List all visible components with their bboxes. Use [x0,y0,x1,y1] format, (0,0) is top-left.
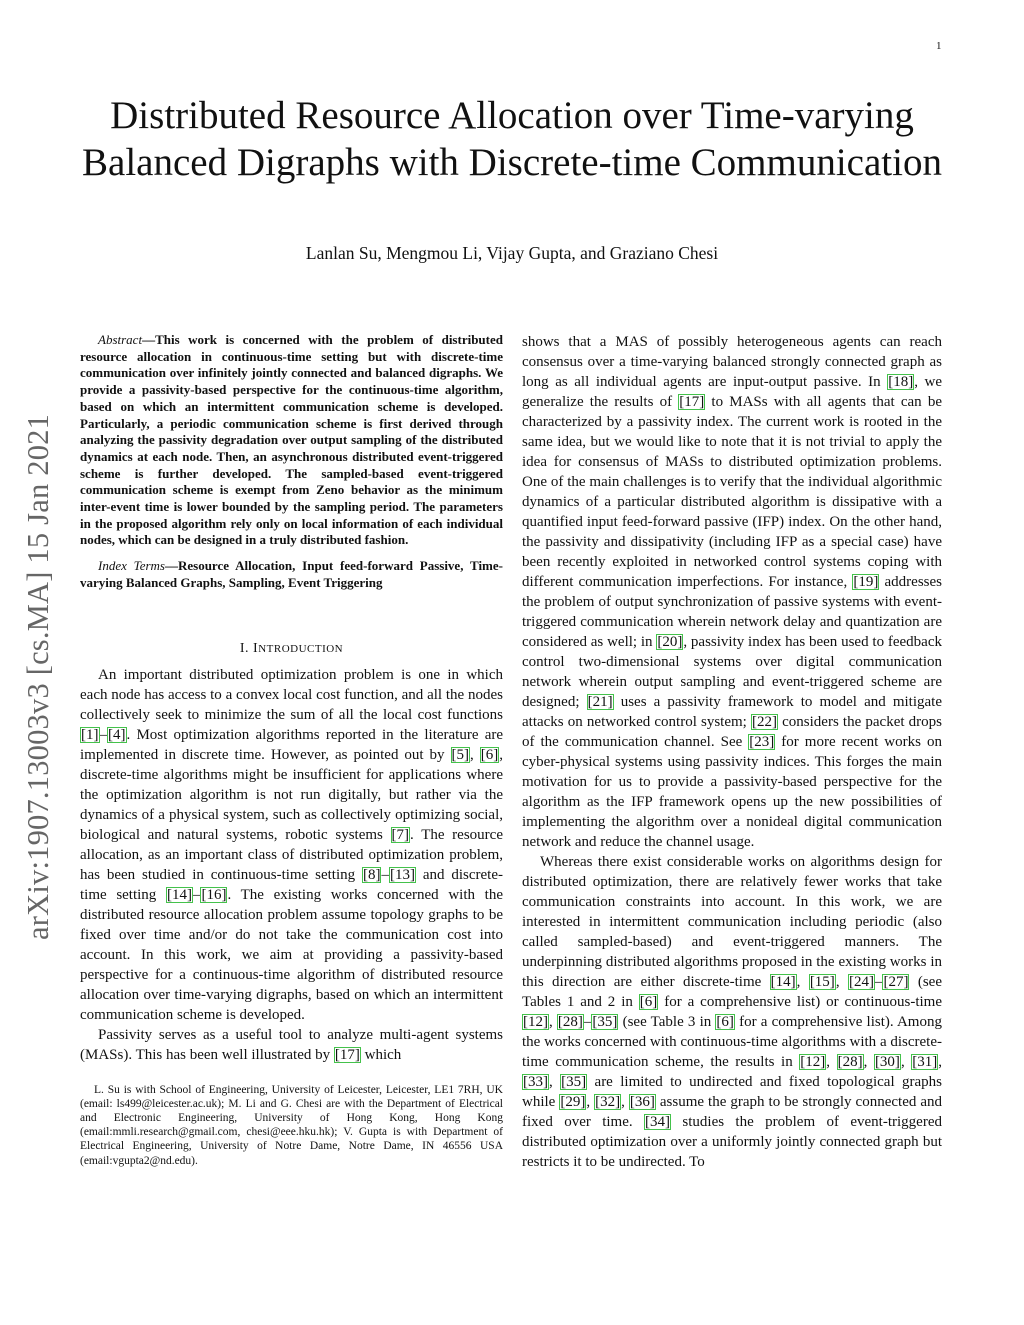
citation-link[interactable]: [8] [362,866,381,883]
citation-link[interactable]: [18] [888,374,914,390]
citation-link[interactable]: [6] [480,746,499,763]
text-run: , [835,974,848,990]
right-column [522,332,942,1172]
text-run: . The resource allocation, as an important class of distributed optimization problem, has been studied in continuous-time setting [80,826,503,883]
citation-link[interactable]: [31] [912,1054,938,1070]
citation-link[interactable]: [15] [809,974,835,990]
text-run: (see Table 3 in [618,1014,716,1030]
text-run: – [583,1014,592,1030]
text-run: for a comprehensive list) or continuous-time [658,994,942,1010]
intro-paragraph-1 [80,665,503,1025]
text-run: , [470,746,480,763]
citation-link[interactable]: [14] [166,886,192,903]
citation-link[interactable]: [6] [639,994,658,1010]
citation-link[interactable]: [24] [848,974,874,990]
text-run: . The existing works concerned with the distributed resource allocation problem assume topology graphs to be fixed over time and/or do not take the communication cost into account. In this work, we aim at providing a passivity-based perspective for a continuous-time algorithm of distributed resource allocation over time-varying digraphs, based on which an intermittent communication scheme is developed. [80,886,503,1023]
text-run: , [826,1054,837,1070]
text-run: – [381,866,389,883]
text-run: – [192,886,201,903]
text-run: and discrete-time setting [80,866,504,903]
section-first-letter: I [253,640,259,656]
text-run: for a comprehensive list). Among the works concerned with continuous-time algorithms with a discrete-time communication scheme, the results in [522,1014,942,1070]
citation-link[interactable]: [12] [523,1014,548,1030]
citation-link[interactable]: [32] [595,1094,621,1110]
text-run: , discrete-time algorithms might be insufficient for applications where the optimization algorithm is not run digitally, but rather via the dynamics of a physical system, such as collectively optimizing social, biological and natural systems, robotic systems [80,746,503,843]
citation-link[interactable]: [5] [451,746,470,763]
section-title-rest: NTRODUCTION [258,642,344,655]
arxiv-identifier[interactable]: arXiv:1907.13003v3 [cs.MA] 15 Jan 2021 [21,413,55,940]
citation-link[interactable]: [35] [592,1014,618,1030]
text-run: , [863,1054,874,1070]
text-run: , we generalize the results of [522,374,942,410]
index-terms-text: —Resource Allocation, Input feed-forward Passive, Time-varying Balanced Graphs, Sampling, Event Triggering [80,558,503,590]
text-run: are limited to undirected and fixed topological graphs while [522,1074,942,1110]
text-run: Whereas there exist considerable works on algorithms design for distributed optimization, there are relatively fewer works that take communication constraints into account. In this work, we are interested in intermittent communication including periodic (also called sampled-based) and event-triggered manners. The underpinning distributed algorithms proposed in the existing works in this direction are either discrete-time [522,854,942,990]
citation-link[interactable]: [30] [874,1054,900,1070]
paper-title: Distributed Resource Allocation over Time-varying Balanced Digraphs with Discrete-time Communication [82,94,942,184]
index-terms [80,558,503,591]
intro-paragraph-2 [80,1025,503,1065]
citation-link[interactable]: [36] [629,1094,655,1110]
author-list: Lanlan Su, Mengmou Li, Vijay Gupta, and Graziano Chesi [305,243,719,263]
text-run: , [900,1054,912,1070]
citation-link[interactable]: [17] [334,1046,360,1063]
citation-link[interactable]: [19] [853,574,879,590]
citation-link[interactable]: [12] [800,1054,826,1070]
text-run: which [360,1046,402,1063]
citation-link[interactable]: [16] [201,886,227,903]
text-run: , [586,1094,595,1110]
text-run: . Most optimization algorithms reported in the literature are implemented in discrete time. However, as pointed out by [80,726,503,763]
text-run: , [549,1074,561,1090]
text-run: , passivity index has been used to feedback control two-dimensional systems over digital communication network wherein output sampling and event-triggered scheme are designed; [522,634,942,710]
text-run: , [549,1014,557,1030]
citation-link[interactable]: [14] [770,974,796,990]
citation-link[interactable]: [6] [716,1014,734,1030]
abstract-text: —This work is concerned with the problem of distributed resource allocation in continuous-time setting but with discrete-time communication over infinitely jointly connected and balanced digraphs. We provide a passivity-based perspective for the continuous-time algorithm, based on which an intermittent communication scheme is developed. Particularly, a periodic communication scheme is first derived through analyzing the passivity degradation over output sampling of the distributed dynamics at each node. Then, an asynchronous distributed event-triggered scheme is further developed. The sampled-based event-triggered communication scheme is exempt from Zeno behavior as the minimum inter-event time is lower bounded by the sampling period. The parameters in the proposed algorithm rely only on local information of each individual nodes, which can be designed in a truly distributed fashion. [80,332,503,548]
section-numeral: I. [239,640,250,656]
citation-link[interactable]: [4] [108,726,126,743]
author-affiliation-footnote: L. Su is with School of Engineering, University of Leicester, Leicester, LE1 7RH, UK (email: ls499@leicester.ac.uk); M. Li and G. Chesi are with the Department of Electrical and Electronic Engineering, University of Hong Kong, Hong Kong (email:mmli.research@gmail.com, chesi@eee.hku.hk); V. Gupta is with Department of Electrical Engineering, University of Notre Dame, Notre Dame, IN 46556 USA (email:vgupta2@nd.edu). [80,1083,503,1167]
text-run: , [796,974,809,990]
citation-link[interactable]: [17] [679,394,705,410]
section-heading-introduction [80,641,503,657]
text-run: addresses the problem of output synchronization of passive systems with event-triggered communication wherein network delay and quantization are considered as well; in [522,574,942,650]
text-run: uses a passivity framework to model and mitigate attacks on networked control system; [522,694,942,730]
citation-link[interactable]: [20] [657,634,683,650]
citation-link[interactable]: [22] [751,714,777,730]
citation-link[interactable]: [33] [523,1074,548,1090]
text-run: to MASs with all agents that can be characterized by a passivity index. The current work is rooted in the same idea, but we would like to note that it is not trivial to apply the idea for consensus of MASs to distributed optimization problems. One of the main challenges is to verify that the individual algorithmic dynamics of a particular distributed algorithm is dissipative with a quantified input feed-forward passive (IFP) index. On the other hand, the passivity and dissipativity (including IFP as a special case) have been recently exploited in networked control systems coping with different communication imperfections. For instance, [522,394,942,590]
citation-link[interactable]: [35] [561,1074,587,1090]
text-run: – [874,974,883,990]
text-run: assume the graph to be strongly connected and fixed over time. [522,1094,943,1130]
citation-link[interactable]: [28] [837,1054,863,1070]
citation-link[interactable]: [1] [81,726,99,743]
citation-link[interactable]: [34] [645,1114,671,1130]
citation-link[interactable]: [21] [587,694,613,710]
citation-link[interactable]: [13] [389,866,415,883]
text-run: , [938,1054,943,1070]
index-terms-label: Index Terms [98,558,165,574]
citation-link[interactable]: [7] [391,826,410,843]
text-run: considers the packet drops of the communication channel. See [522,714,942,750]
citation-link[interactable]: [28] [557,1014,583,1030]
left-column [80,332,503,1168]
right-paragraph-1 [522,332,942,852]
citation-link[interactable]: [29] [560,1094,586,1110]
abstract-label: Abstract [98,332,143,347]
text-run: , [621,1094,629,1110]
right-paragraph-2 [522,852,942,1172]
abstract [80,332,503,549]
text-run: Passivity serves as a useful tool to analyze multi-agent systems (MASs). This has been well illustrated by [80,1026,503,1063]
text-run: shows that a MAS of possibly heterogeneous agents can reach consensus over a time-varying balanced strongly connected graph as long as all individual agents are input-output passive. In [522,334,942,390]
text-run: An important distributed optimization problem is one in which each node has access to a convex local cost function, and all the nodes collectively seek to minimize the sum of all the local cost functions [80,666,503,723]
citation-link[interactable]: [27] [883,974,909,990]
text-run: studies the problem of event-triggered distributed optimization over a uniformly jointly connected graph but restricts it to be undirected. To [522,1114,942,1170]
page-number: 1 [936,40,942,52]
text-run: – [99,726,107,743]
text-run: for more recent works on cyber-physical systems using passivity indices. This forges the main motivation for us to provide a passivity-based perspective for the algorithm as the IFP framework opens up the new possibilities of implementing the algorithm over a nonideal digital communication network and reduce the channel usage. [522,734,942,850]
citation-link[interactable]: [23] [749,734,775,750]
text-run: (see Tables 1 and 2 in [522,974,942,1010]
